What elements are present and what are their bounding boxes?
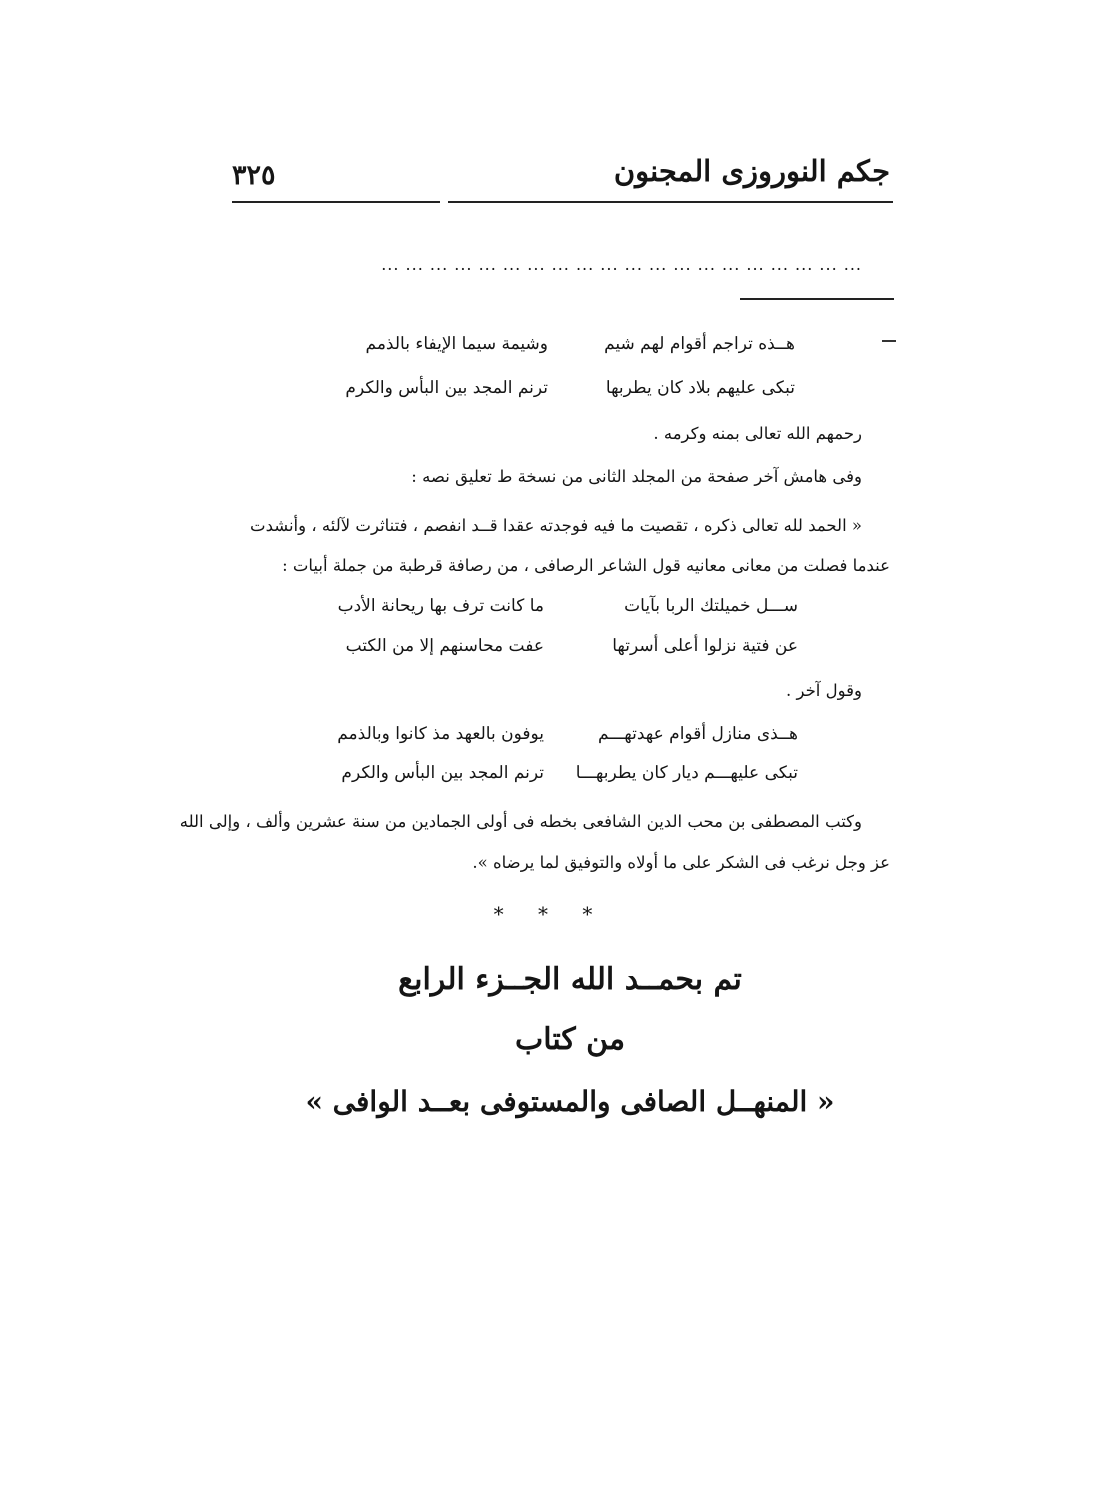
running-head: جكم النوروزى المجنون (613, 154, 890, 188)
verse2-line2-first-hemistich: عن فتية نزلوا أعلى أسرتها (612, 636, 798, 656)
footnote-dash (882, 340, 896, 342)
colophon-line-1: وكتب المصطفى بن محب الدين الشافعى بخطه فى أولى الجمادين من سنة عشرين وألف ، وإلى الله (179, 812, 862, 831)
ending-line-3: « المنهــل الصافى والمستوفى بعــد الوافى » (305, 1085, 835, 1118)
verse3-line1-first-hemistich: هــذى منازل أقوام عهدتهـــم (598, 724, 798, 744)
verse3-line2-first-hemistich: تبكى عليهـــم ديار كان يطربهـــا (575, 763, 798, 783)
verse2-line1-first-hemistich: ســـل خميلتك الربا بآيات (624, 596, 798, 616)
paragraph-line-2: عندما فصلت من معانى معانيه قول الشاعر الرصافى ، من رصافة قرطبة من جملة أبيات : (282, 556, 890, 575)
verse2-line1-second-hemistich: ما كانت ترف بها ريحانة الأدب (337, 596, 544, 616)
footnote-rule (740, 298, 894, 300)
verse1-line1-second-hemistich: وشيمة سيما الإيفاء بالذمم (365, 334, 548, 354)
header-rule-left (232, 201, 440, 203)
verse1-line2-second-hemistich: ترنم المجد بين البأس والكرم (345, 378, 548, 398)
verse1-line2-first-hemistich: تبكى عليهم بلاد كان يطربها (605, 378, 795, 398)
ellipsis-line: ... ... ... ... ... ... ... ... ... ... ... ... ... ... ... ... ... ... ... ... (381, 255, 862, 274)
section-stars: * * * (493, 902, 607, 926)
prayer-line: رحمهم الله تعالى بمنه وكرمه . (653, 424, 862, 443)
ending-line-2: من كتاب (514, 1022, 626, 1057)
verse2-line2-second-hemistich: عفت محاسنهم إلا من الكتب (345, 636, 544, 656)
colophon-line-2: عز وجل نرغب فى الشكر على ما أولاه والتوفيق لما يرضاه ». (472, 853, 890, 872)
verse3-line2-second-hemistich: ترنم المجد بين البأس والكرم (341, 763, 544, 783)
page-number: ٣٢٥ (232, 160, 276, 191)
verse3-line1-second-hemistich: يوفون بالعهد مذ كانوا وبالذمم (337, 724, 544, 744)
paragraph-line-1: « الحمد لله تعالى ذكره ، تقصيت ما فيه فوجدته عقدا قــد انفصم ، فتناثرت لآلئه ، وأنشدت (250, 516, 862, 535)
verse1-line1-first-hemistich: هــذه تراجم أقوام لهم شيم (604, 334, 795, 354)
ending-line-1: تم بحمــد الله الجــزء الرابع (398, 962, 742, 997)
another-saying: وقول آخر . (786, 681, 862, 700)
margin-note: وفى هامش آخر صفحة من المجلد الثانى من نسخة ط تعليق نصه : (411, 467, 862, 486)
header-rule-right (448, 201, 893, 203)
